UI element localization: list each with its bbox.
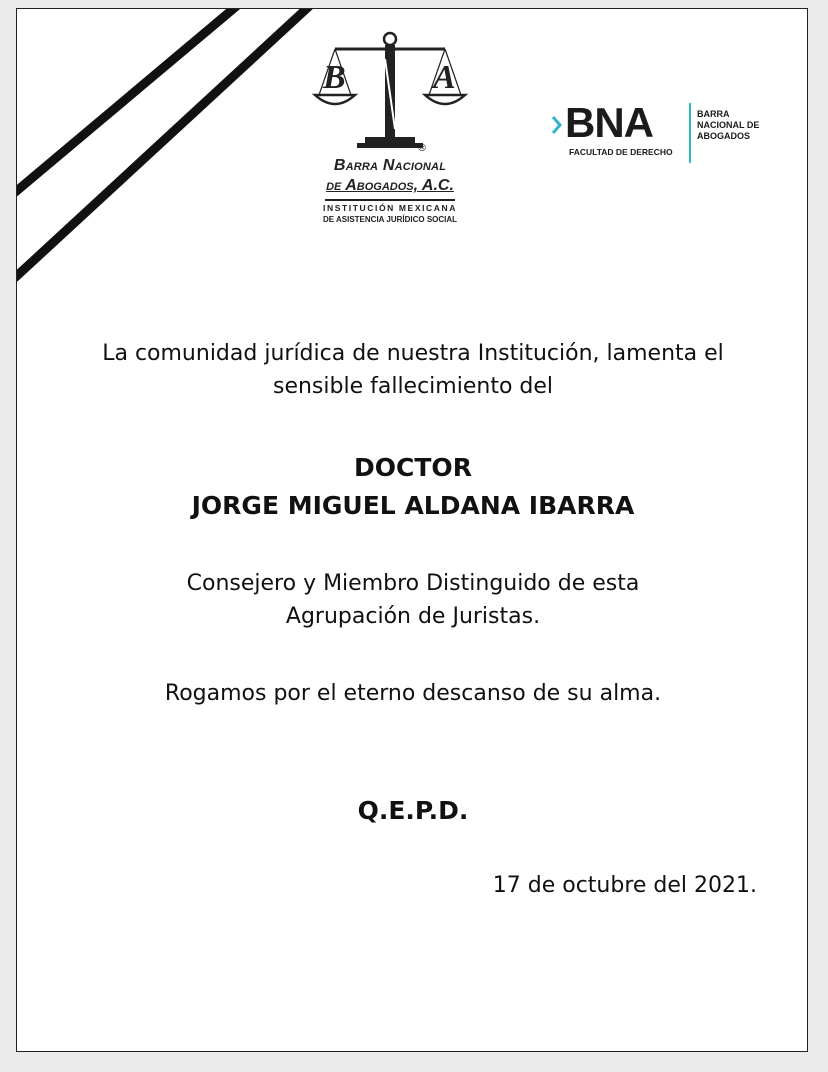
notice-date: 17 de octubre del 2021.	[492, 873, 757, 898]
deceased-name-block	[17, 449, 808, 525]
deceased-title: DOCTOR	[354, 453, 472, 482]
org-subtitle-line2: DE ASISTENCIA JURÍDICO SOCIAL	[322, 215, 458, 224]
logo-divider	[325, 199, 455, 201]
bna-faculty-logo	[551, 101, 761, 171]
monogram-letter-a: A	[433, 59, 456, 96]
deceased-name: JORGE MIGUEL ALDANA IBARRA	[191, 491, 635, 520]
faculty-label: FACULTAD DE DERECHO	[569, 147, 673, 157]
org-name-line2: de Abogados, A.C.	[326, 177, 454, 194]
role-paragraph	[17, 567, 808, 633]
mourning-ribbon-icon	[17, 9, 347, 309]
intro-line2: sensible fallecimiento del	[272, 374, 554, 399]
bar-name-line1: BARRA	[697, 109, 730, 119]
intro-paragraph	[17, 337, 808, 403]
bna-wordmark: BNA	[565, 99, 653, 146]
role-line2: Agrupación de Juristas.	[285, 604, 541, 629]
registered-mark: ®	[417, 143, 427, 154]
bar-name-line3: ABOGADOS	[697, 131, 751, 141]
prayer-text: Rogamos por el eterno descanso de su alma.	[164, 681, 662, 706]
intro-line1: La comunidad jurídica de nuestra Institución, lamenta el	[102, 341, 724, 366]
qepd-text: Q.E.P.D.	[357, 796, 469, 825]
bar-name-line2: NACIONAL DE	[697, 120, 760, 130]
monogram-letter-b: B	[323, 59, 346, 96]
role-line1: Consejero y Miembro Distinguido de esta	[186, 571, 640, 596]
barra-nacional-logo	[305, 29, 475, 239]
org-subtitle-line1: INSTITUCIÓN MEXICANA	[323, 203, 457, 213]
org-name-line1: Barra Nacional	[333, 157, 447, 174]
logo-accent-divider	[689, 103, 691, 163]
condolence-notice-page	[16, 8, 808, 1052]
bar-name	[697, 109, 767, 142]
chevron-right-icon	[551, 115, 563, 135]
